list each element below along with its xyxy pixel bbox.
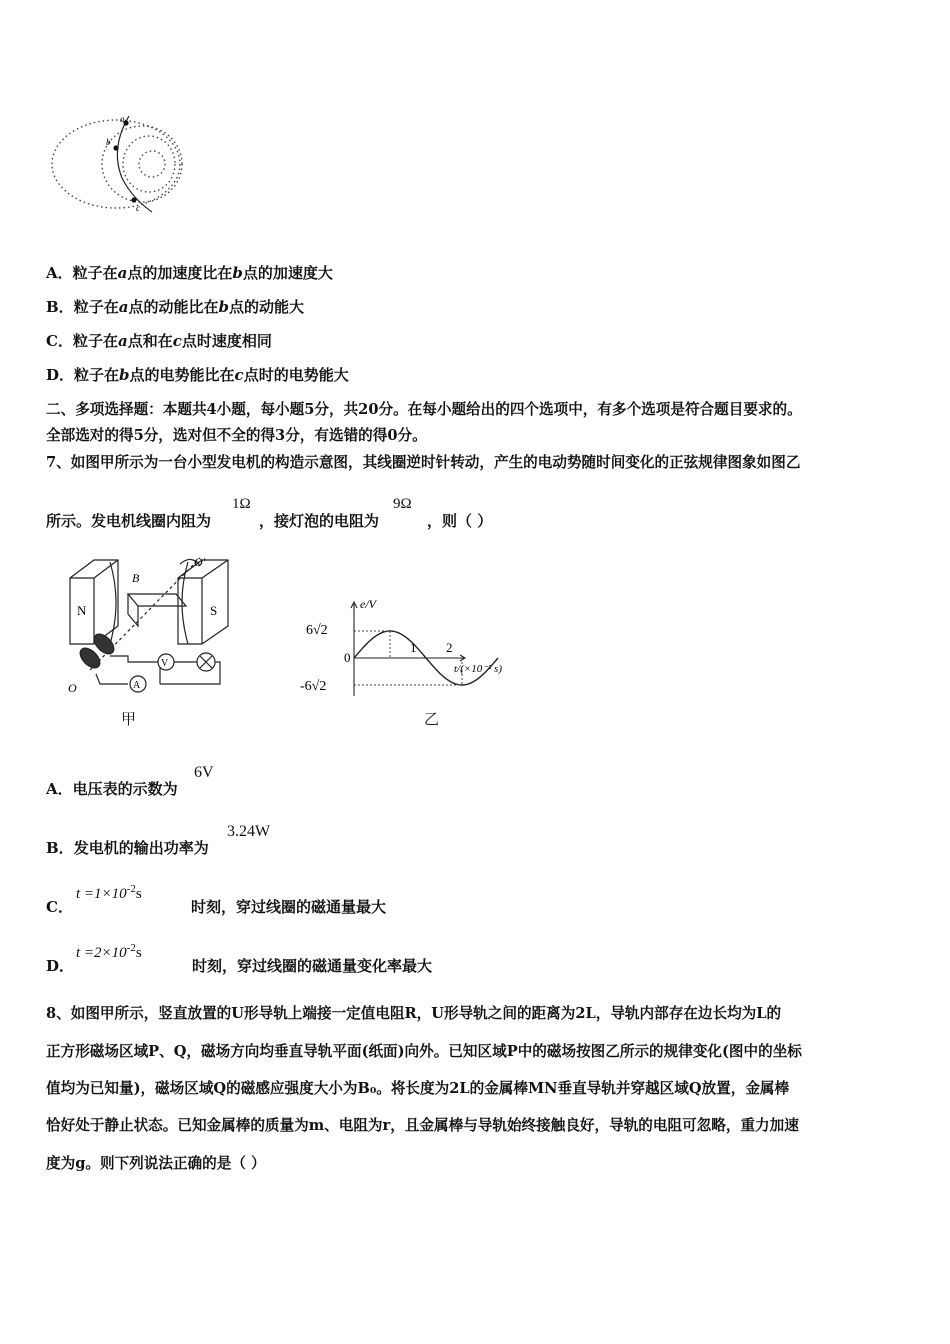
q8-line1: 8、如图甲所示，竖直放置的U形导轨上端接一定值电阻R，U形导轨之间的距离为2L，导轨内部存在边长均为L的 (46, 1005, 782, 1022)
label-a: a (120, 114, 125, 124)
middle-orbit (102, 126, 182, 202)
generator-figure (60, 552, 230, 702)
q6-option-a: A．粒子在a点的加速度比在b点的加速度大 (46, 264, 333, 282)
section2-line2: 全部选对的得5分，选对但不全的得3分，有选错的得0分。 (46, 427, 427, 444)
label-B: B (132, 571, 140, 585)
q7-option-b-value: 3.24W (227, 823, 271, 840)
q6-option-c: C．粒子在a点和在c点时速度相同 (46, 332, 272, 350)
label-O-prime: O′ (194, 555, 206, 569)
q6-option-b: B．粒子在a点的动能比在b点的动能大 (46, 298, 304, 316)
emf-chart (292, 596, 542, 706)
origin-label: 0 (344, 650, 351, 665)
q8-line2: 正方形磁场区域P、Q，磁场方向均垂直导轨平面(纸面)向外。已知区域P中的磁场按图乙所示的规律变化(图中的坐标 (46, 1043, 802, 1060)
outer-orbit (52, 120, 180, 208)
q7-option-c: C． 时刻，穿过线圈的磁通量最大 (46, 898, 386, 916)
x-tick-2: 2 (446, 640, 453, 655)
q8-line5: 度为g。则下列说法正确的是（ ） (46, 1155, 266, 1172)
y-axis-label: e/V (360, 597, 376, 611)
fig-jia-caption: 甲 (121, 710, 137, 728)
y-min-label: -6√2 (300, 679, 327, 694)
x-axis-label: t/(×10⁻² s) (454, 663, 502, 675)
q7-stem-line1: 7、如图甲所示为一台小型发电机的构造示意图，其线圈逆时针转动，产生的电动势随时间变化的正弦规律图象如图乙 (46, 454, 801, 471)
section2-line1: 二、多项选择题：本题共4小题，每小题5分，共20分。在每小题给出的四个选项中，有多个选项是符合题目要求的。 (46, 401, 802, 418)
label-S: S (210, 603, 218, 618)
center-circle (139, 151, 165, 177)
q7-option-a: A．电压表的示数为 (46, 780, 178, 798)
ammeter-label: A (133, 680, 141, 691)
fig-yi-caption: 乙 (424, 710, 440, 728)
orbit-figure (44, 108, 194, 228)
inner-orbit (123, 136, 175, 192)
q7-option-d: D． 时刻，穿过线圈的磁通量变化率最大 (46, 957, 433, 975)
label-c: c (136, 203, 140, 213)
q7-option-c-formula: $t =1\times 10^{-2}s$ (76, 883, 142, 902)
q7-stem-line2: 所示。发电机线圈内阻为 ，接灯泡的电阻为 ，则（ ） (46, 512, 493, 530)
label-O: O (68, 681, 77, 695)
label-N: N (77, 603, 87, 618)
q7-option-b: B．发电机的输出功率为 (46, 839, 209, 857)
voltmeter-label: V (161, 658, 169, 669)
q8-line4: 恰好处于静止状态。已知金属棒的质量为m、电阻为r，且金属棒与导轨始终接触良好，导轨的电阻可忽略，重力加速 (46, 1117, 799, 1134)
q7-option-d-formula: $t =2\times 10^{-2}s$ (76, 942, 142, 961)
q7-bulb-resistance: 9Ω (393, 496, 412, 512)
y-max-label: 6√2 (306, 623, 328, 638)
q7-internal-resistance: 1Ω (232, 496, 251, 512)
q6-option-d: D．粒子在b点的电势能比在c点时的电势能大 (46, 366, 349, 384)
x-tick-1: 1 (410, 640, 417, 655)
q8-line3: 值均为已知量)，磁场区域Q的磁感应强度大小为B₀。将长度为2L的金属棒MN垂直导轨并穿越区域Q放置，金属棒 (46, 1080, 790, 1097)
label-b: b (106, 137, 111, 147)
q7-option-a-value: 6V (194, 764, 214, 781)
